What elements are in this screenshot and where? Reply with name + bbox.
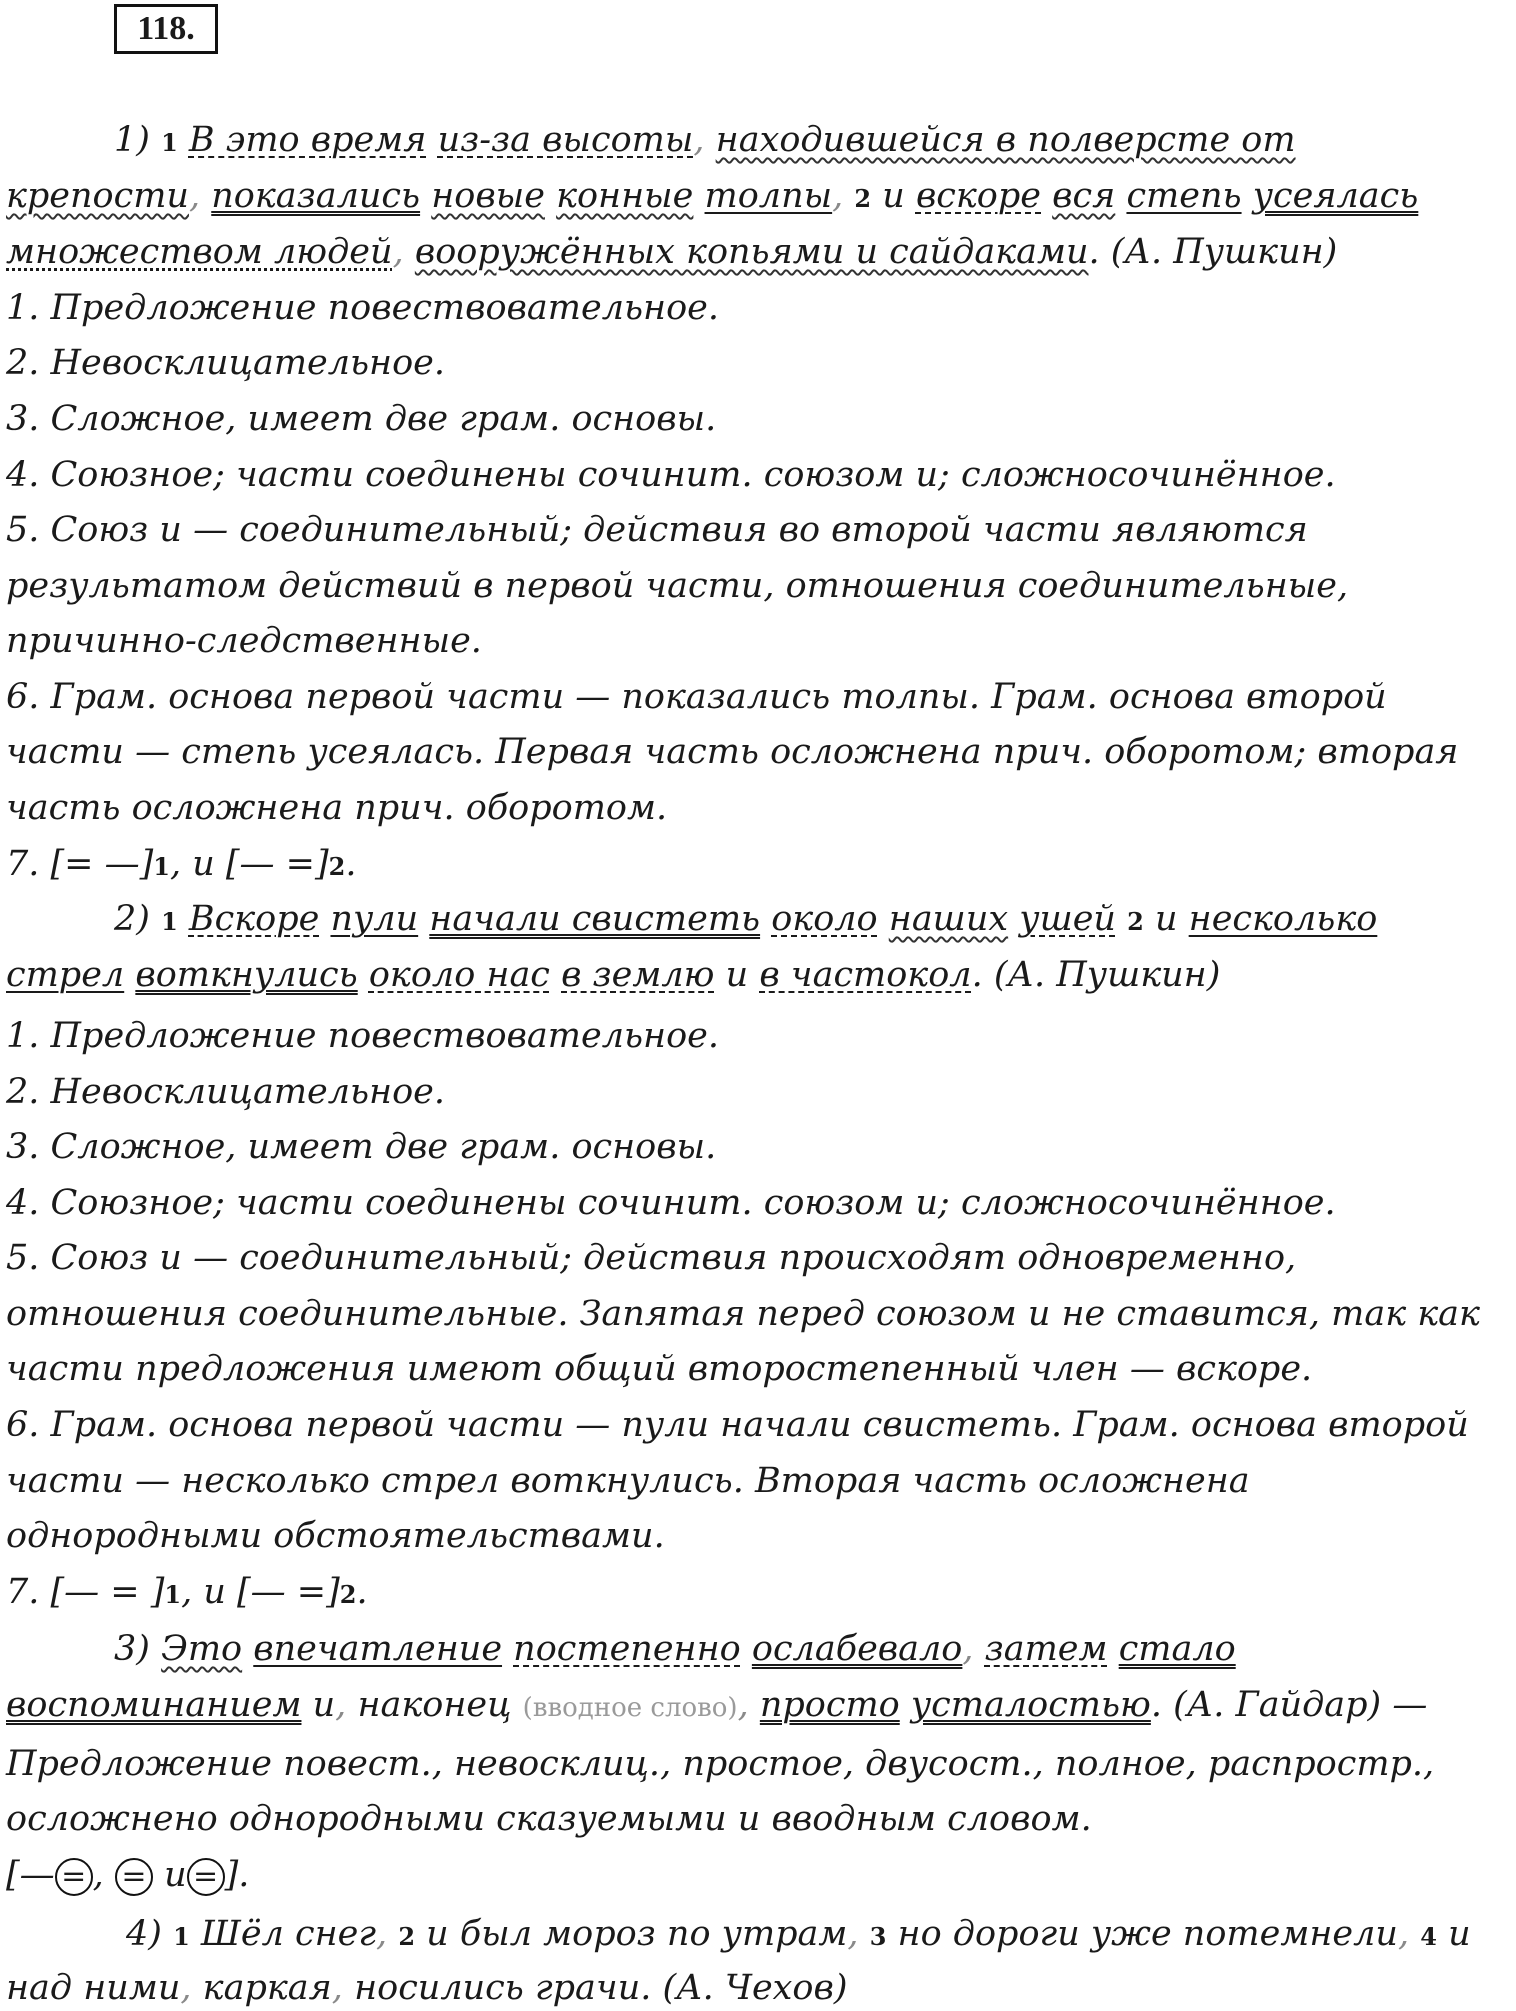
scheme-part: . [356,1572,368,1612]
s1-intro: 1) [114,120,150,160]
s3-line-2 [6,1683,1428,1730]
part-number: 1 [161,128,178,157]
s2-intro: 2) [114,899,150,939]
comma: , [832,176,844,216]
s2-answer-5a: 5. Союз и — соединительный; действия происходят одновременно, [6,1238,1297,1278]
predicate: просто [759,1685,900,1725]
s1-answer-2: 2. Невосклицательное. [6,343,446,383]
s1-answer-6a: 6. Грам. основа первой части — показались толпы. Грам. основа второй [6,677,1387,717]
circumstance: В это время [188,120,427,160]
s4-line-1 [126,1912,1516,1959]
subject: стрел [6,955,125,995]
conjunction: и [725,955,749,995]
comma: , [693,120,705,160]
subject: пули [330,899,419,939]
comma: , [188,176,201,216]
predicate-circle-icon: = [115,1858,153,1896]
s1-line-2 [6,174,1419,221]
predicate: воткнулись [135,955,358,995]
s2-answer-6b: части — несколько стрел воткнулись. Вторая часть осложнена [6,1461,1250,1501]
introductory-word: наконец [357,1685,512,1725]
attribute: вся [1052,176,1116,216]
clause: но дороги уже потемнели [897,1914,1398,1954]
s1-answer-5b: результатом действий в первой части, отношения соединительные, [6,566,1349,606]
s4-line-2 [6,1966,1396,2010]
predicate: начали свистеть [429,899,761,939]
part-number: 1 [153,852,170,881]
clause: над ними [6,1968,181,2008]
conjunction: и [312,1685,336,1725]
circumstance: из-за высоты [437,120,694,160]
s3-intro: 3) [114,1629,150,1669]
s2-answer-6c: однородными обстоятельствами. [6,1516,665,1556]
comma: , [331,1968,343,2008]
participial-phrase: крепости [6,176,189,216]
scheme-part: 7. [— = ] [6,1572,165,1612]
exercise-number: 118. [114,4,218,54]
scheme-part: , и [— =] [181,1572,340,1612]
part-number: 2 [854,184,872,213]
scheme-part: , [92,1855,104,1895]
comma: , [847,1914,859,1954]
comma: , [180,1968,192,2008]
circumstance: в частокол [759,955,972,995]
circumstance: Вскоре [188,899,320,939]
predicate: ослабевало [751,1629,963,1669]
comma: , [962,1629,974,1669]
comma: , [376,1914,388,1954]
s2-answer-6a: 6. Грам. основа первой части — пули начали свистеть. Грам. основа второй [6,1405,1469,1445]
s1-line-3 [6,230,1396,274]
s2-line-2 [6,953,1396,997]
clause: каркая [202,1968,332,2008]
s2-answer-1: 1. Предложение повествовательное. [6,1016,720,1056]
attribute: наших [888,899,1009,939]
attribute: Это [161,1629,243,1669]
predicate: воспоминанием [6,1685,302,1725]
scheme-part: , и [— =] [169,844,329,884]
predicate-circle-icon: = [187,1858,225,1896]
part-number: 4 [1420,1922,1437,1951]
s3-line-1 [114,1627,1504,1671]
predicate: усталостью [910,1685,1151,1725]
s1-answer-6c: часть осложнена прич. оборотом. [6,788,668,828]
clause: и был мороз по утрам [426,1914,848,1954]
object: множеством людей [6,232,393,272]
s1-line-1 [114,118,1504,165]
comma: , [335,1685,347,1725]
part-number: 1 [161,907,178,936]
participial-phrase: вооружённых копьями и сайдаками [414,232,1089,272]
s2-answer-4: 4. Союзное; части соединены сочинит. союзом и; сложносочинённое. [6,1183,1336,1223]
author: . (А. Пушкин) [1088,232,1338,272]
scheme-part: и [164,1855,187,1895]
s1-answer-1: 1. Предложение повествовательное. [6,288,720,328]
part-number: 2 [1127,907,1144,936]
s4-intro: 4) [126,1914,162,1954]
s2-scheme [6,1570,1396,1617]
s3-description-1: Предложение повест., невосклиц., простое, двусост., полное, распростр., [6,1744,1435,1784]
s2-answer-5c: части предложения имеют общий второстепенный член — вскоре. [6,1349,1313,1389]
circumstance: около нас [368,955,550,995]
s1-answer-3: 3. Сложное, имеет две грам. основы. [6,399,717,439]
comma: , [737,1685,749,1725]
scheme-part: 7. [= —] [6,844,154,884]
scheme-part: . [345,844,357,884]
s3-description-2: осложнено однородными сказуемыми и вводным словом. [6,1799,1092,1839]
predicate: стало [1118,1629,1236,1669]
subject: впечатление [253,1629,503,1669]
clause: Шёл снег [200,1914,377,1954]
s2-answer-2: 2. Невосклицательное. [6,1072,446,1112]
clause: носились грачи. (А. Чехов) [354,1968,848,2008]
circumstance: постепенно [513,1629,741,1669]
circumstance: около [771,899,878,939]
s2-answer-3: 3. Сложное, имеет две грам. основы. [6,1127,717,1167]
s1-answer-5a: 5. Союз и — соединительный; действия во второй части являются [6,510,1308,550]
conjunction: и [1448,1914,1471,1954]
part-number: 3 [869,1922,887,1951]
part-number: 2 [328,852,346,881]
circumstance: затем [984,1629,1108,1669]
part-number: 1 [173,1922,190,1951]
s1-answer-4: 4. Союзное; части соединены сочинит. союзом и; сложносочинённое. [6,455,1336,495]
predicate-circle-icon: = [55,1858,93,1896]
comma: , [392,232,404,272]
circumstance: вскоре [915,176,1042,216]
circumstance: ушей [1019,899,1116,939]
part-number: 1 [164,1580,182,1609]
part-number: 2 [398,1922,416,1951]
predicate: усеялась [1252,176,1419,216]
scheme-part: [— [6,1855,55,1895]
conjunction: и [1154,899,1178,939]
circumstance: в землю [561,955,715,995]
s2-line-1 [114,897,1504,944]
comma: , [1397,1914,1410,1954]
subject: несколько [1188,899,1378,939]
s2-answer-5b: отношения соединительные. Запятая перед союзом и не ставится, так как [6,1294,1480,1334]
attribute: новые [431,176,545,216]
conjunction: и [882,176,905,216]
scheme-part: ]. [224,1855,250,1895]
s3-scheme [6,1853,1396,1897]
participial-phrase: находившейся в полверсте от [715,120,1296,160]
part-number: 2 [339,1580,357,1609]
subject: толпы [704,176,833,216]
author: . (А. Пушкин) [971,955,1221,995]
subject: степь [1126,176,1242,216]
s1-answer-5c: причинно-следственные. [6,621,482,661]
s1-scheme [6,842,1396,889]
author: . (А. Гайдар) — [1150,1685,1428,1725]
predicate: показались [211,176,421,216]
attribute: конные [556,176,694,216]
s1-answer-6b: части — степь усеялась. Первая часть осложнена прич. оборотом; вторая [6,732,1459,772]
introductory-note: (вводное слово) [522,1693,738,1723]
